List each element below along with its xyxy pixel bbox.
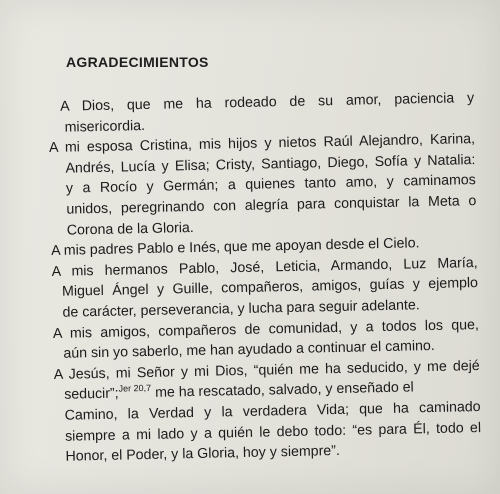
text-line: A mis amigos, compañeros de comunidad, y a todos los que, <box>52 316 480 342</box>
text-line: y a Rocío y Germán; a quienes tanto amo, y caminamos <box>65 172 477 198</box>
text-line: Andrés, Lucía y Elisa; Cristy, Santiago, Diego, Sofía y Natalia: <box>65 151 476 177</box>
paragraph-family <box>49 129 477 241</box>
text-line: A mis hermanos Pablo, José, Leticia, Armando, Luz María, <box>51 254 478 280</box>
paragraph-jesus <box>54 356 482 468</box>
text-line: A Jesús, mi Señor y mi Dios, “quién me ha seducido, y me dejé <box>53 357 480 383</box>
text-line: A mi esposa Cristina, mis hijos y nietos Raúl Alejandro, Karina, <box>48 131 476 157</box>
paragraph-siblings <box>51 253 478 324</box>
text-fragment: me ha rescatado, salvado, y enseñado el <box>154 379 414 402</box>
text-line: aún sin yo saberlo, me han ayudado a continuar el camino. <box>63 338 435 362</box>
text-line: Miguel Ángel y Guille, compañeros, amigos, guías y ejemplo <box>61 275 479 301</box>
text-line: Camino, la Verdad y la verdadera Vida; que ha caminado <box>64 398 481 424</box>
text-line: de carácter, perseverancia, y lucha para seguir adelante. <box>62 297 420 321</box>
acknowledgements-body <box>48 88 482 468</box>
text-line: Corona de la Gloria. <box>66 219 194 239</box>
text-line: A mis padres Pablo e Inés, que me apoyan desde el Cielo. <box>51 235 420 260</box>
text-fragment: seducir”; <box>64 385 119 404</box>
text-line: misericordia. <box>64 117 146 136</box>
text-line: Honor, el Poder, y la Gloria, hoy y siempre”. <box>65 443 341 465</box>
text-line: A Dios, que me ha rodeado de su amor, paciencia y <box>60 90 475 115</box>
text-line: unidos, peregrinando con alegría para conquistar la Meta o <box>66 193 477 218</box>
text-line: siempre a mi lado y a quién le debo todo: “es para Él, todo el <box>64 419 482 445</box>
page-heading: AGRADECIMIENTOS <box>66 54 209 70</box>
bible-citation: Jer 20,7 <box>118 383 152 394</box>
